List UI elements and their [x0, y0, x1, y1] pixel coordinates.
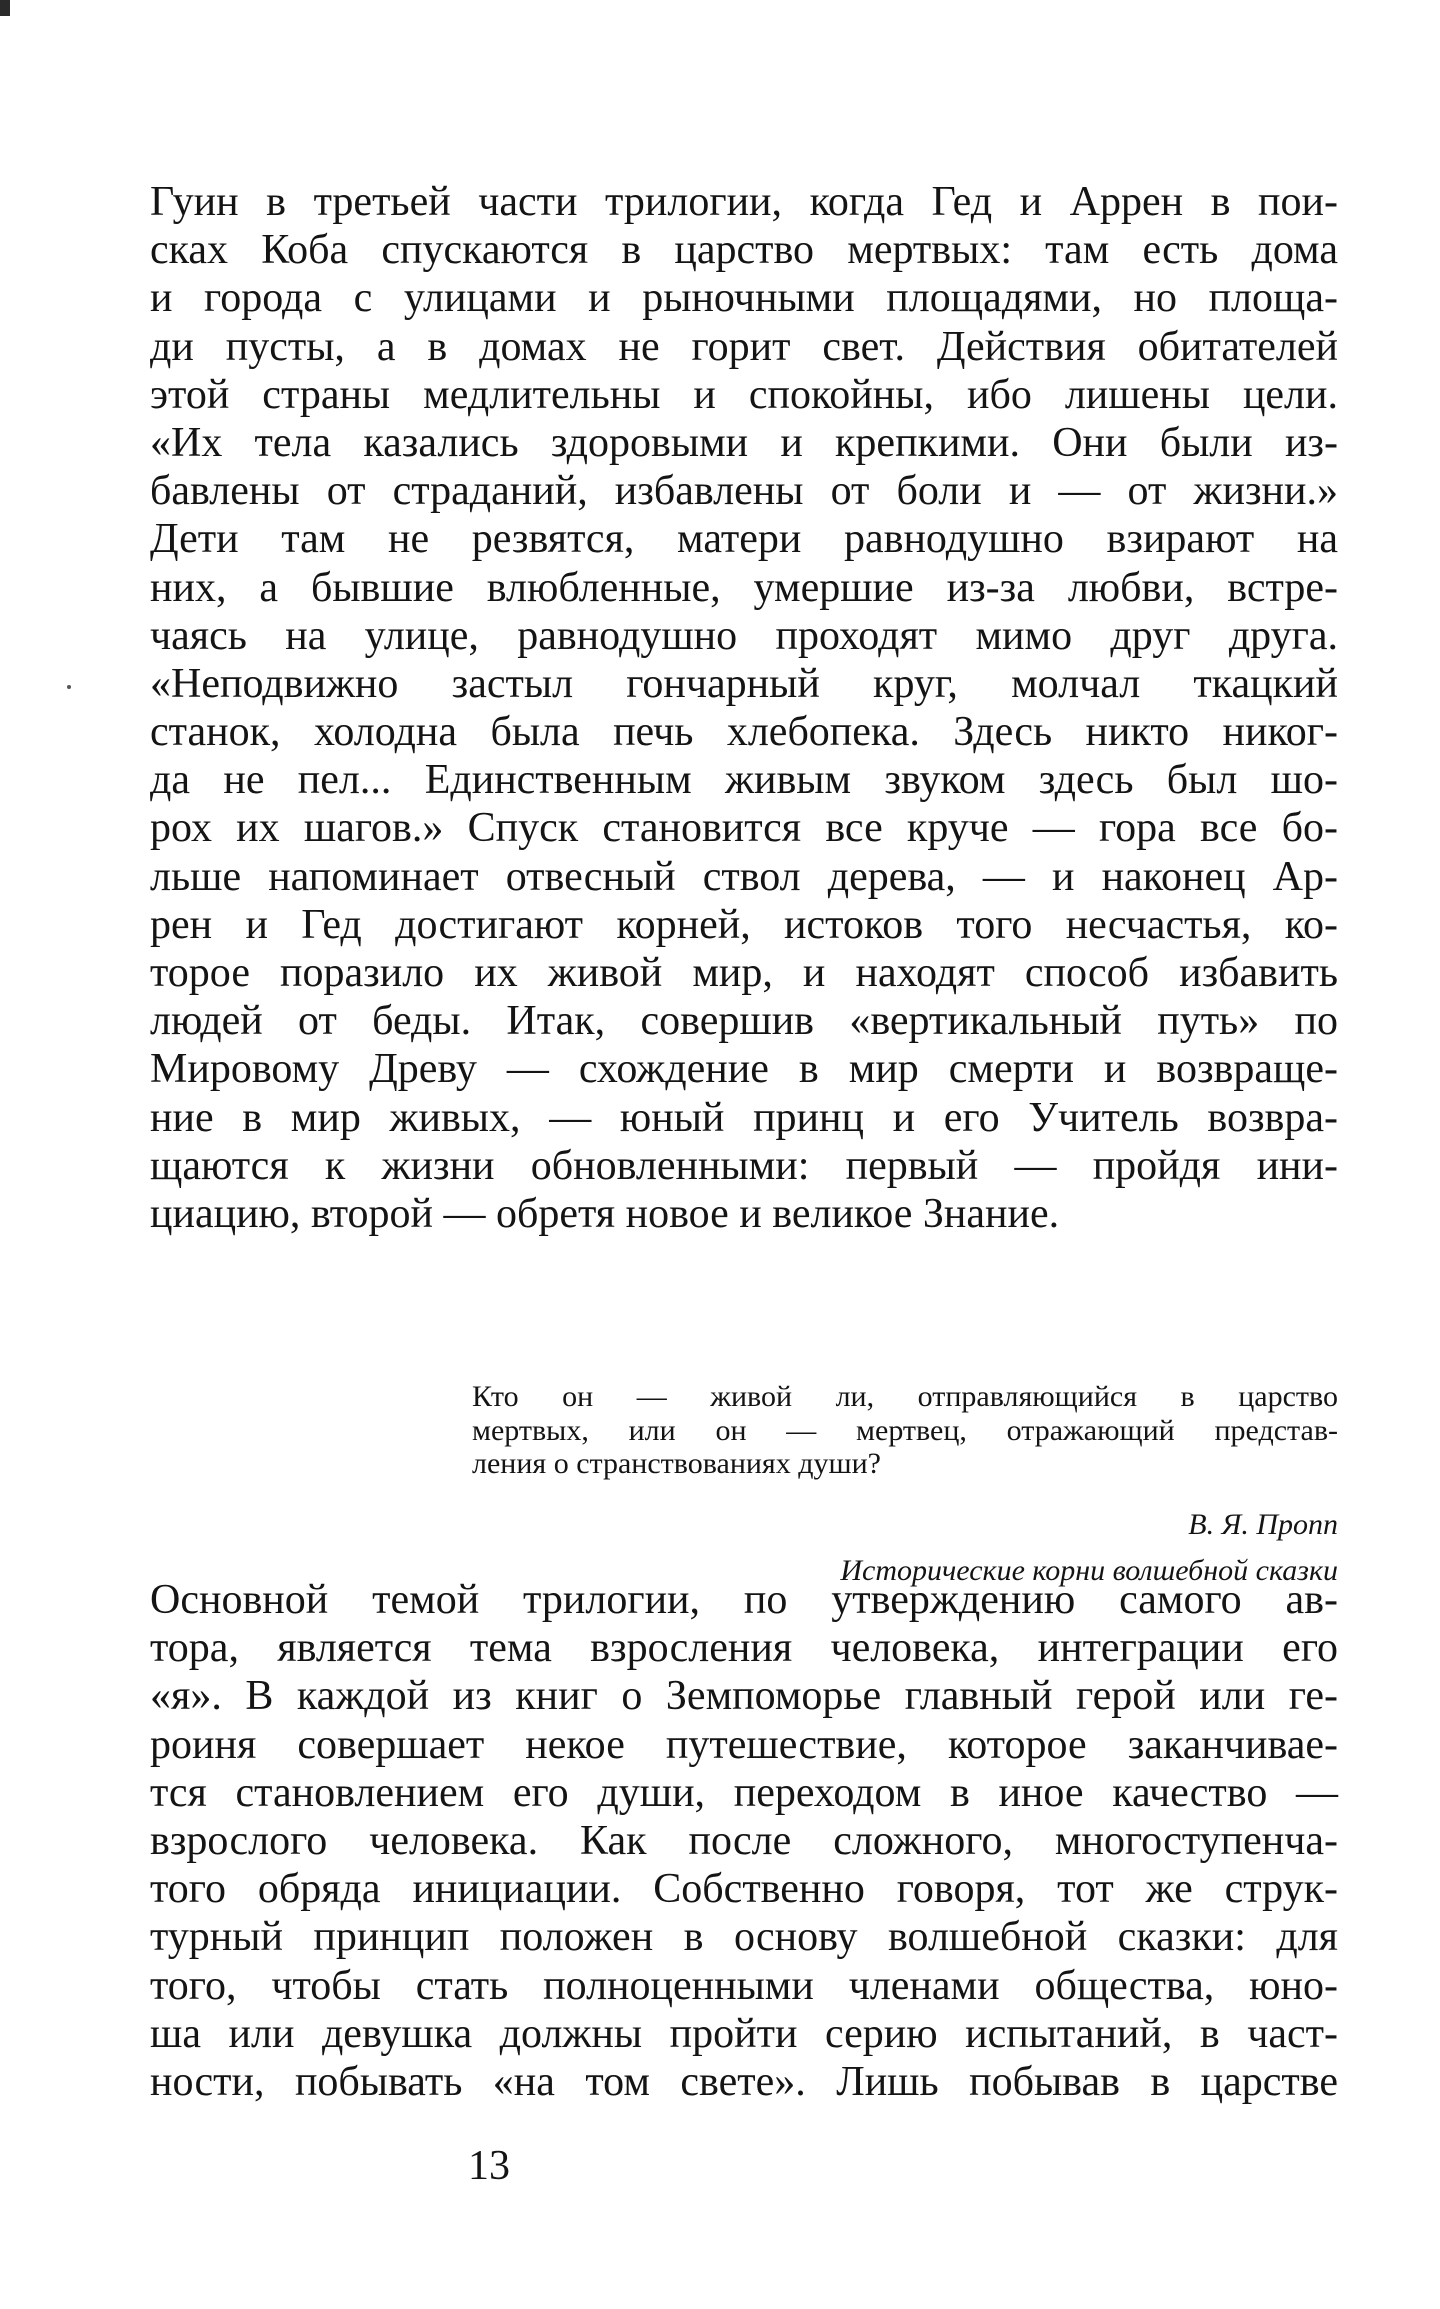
text-line: циацию, второй — обретя новое и великое Знание. — [150, 1190, 1060, 1237]
text-line: Мировому Древу — схождение в мир смерти и возвраще- — [150, 1046, 1338, 1093]
text-line: роиня совершает некое путешествие, которое заканчивае- — [150, 1721, 1338, 1768]
text-line: них, а бывшие влюбленные, умершие из-за любви, встре- — [150, 564, 1338, 611]
text-line: станок, холодна была печь хлебопека. Здесь никто никог- — [150, 709, 1338, 756]
text-line: рох их шагов.» Спуск становится все круче — гора все бо- — [150, 805, 1338, 852]
epigraph — [472, 1380, 1338, 1589]
epigraph-line: Кто он — живой ли, отправляющийся в царство — [472, 1380, 1338, 1413]
text-line: рен и Гед достигают корней, истоков того несчастья, ко- — [150, 901, 1338, 948]
text-line: сках Коба спускаются в царство мертвых: там есть дома — [150, 227, 1338, 274]
text-line: того, чтобы стать полноценными членами общества, юно- — [150, 1962, 1338, 2009]
text-line: ние в мир живых, — юный принц и его Учитель возвра- — [150, 1094, 1338, 1141]
text-line: тся становлением его души, переходом в иное качество — — [150, 1769, 1338, 1816]
text-line: Основной темой трилогии, по утверждению самого ав- — [150, 1577, 1338, 1623]
epigraph-author: В. Я. Пропп — [1188, 1507, 1338, 1541]
epigraph-line: мертвых, или он — мертвец, отражающий представ- — [472, 1413, 1338, 1447]
text-line: Дети там не резвятся, матери равнодушно взирают на — [150, 516, 1338, 563]
text-line: да не пел... Единственным живым звуком здесь был шо- — [150, 757, 1338, 804]
epigraph-source: Исторические корни волшебной сказки — [840, 1553, 1338, 1587]
text-line: ша или девушка должны пройти серию испытаний, в част- — [150, 2010, 1338, 2057]
page-number: 13 — [468, 2143, 510, 2189]
text-line: бавлены от страданий, избавлены от боли и — от жизни.» — [150, 468, 1338, 515]
text-line: людей от беды. Итак, совершив «вертикальный путь» по — [150, 998, 1338, 1045]
paragraph-1 — [150, 178, 1338, 1238]
epigraph-line: ления о странствованиях души? — [472, 1447, 881, 1480]
text-line: торое поразило их живой мир, и находят способ избавить — [150, 950, 1338, 996]
text-line: щаются к жизни обновленными: первый — пройдя ини- — [150, 1142, 1338, 1189]
text-line: того обряда инициации. Собственно говоря, тот же струк- — [150, 1866, 1338, 1913]
text-line: чаясь на улице, равнодушно проходят мимо друг друга. — [150, 612, 1338, 659]
paragraph-2 — [150, 1576, 1338, 2106]
text-line: и города с улицами и рыночными площадями, но площа- — [150, 275, 1338, 322]
text-line: тора, является тема взросления человека, интеграции его — [150, 1625, 1338, 1672]
text-line: льше напоминает отвесный ствол дерева, — и наконец Ар- — [150, 853, 1338, 900]
text-line: ди пусты, а в домах не горит свет. Действия обитателей — [150, 323, 1338, 370]
text-line: «Их тела казались здоровыми и крепкими. Они были из- — [150, 419, 1338, 466]
text-line: этой страны медлительны и спокойны, ибо лишены цели. — [150, 371, 1338, 418]
text-line: «я». В каждой из книг о Земпоморье главный герой или ге- — [150, 1673, 1338, 1720]
margin-speck — [67, 685, 71, 689]
text-line: взрослого человека. Как после сложного, многоступенча- — [150, 1817, 1338, 1864]
scan-corner-mark — [0, 0, 10, 16]
text-line: Гуин в третьей части трилогии, когда Гед и Аррен в пои- — [150, 179, 1338, 225]
text-line: ности, побывать «на том свете». Лишь побывав в царстве — [150, 2058, 1338, 2105]
text-line: «Неподвижно застыл гончарный круг, молчал ткацкий — [150, 660, 1338, 707]
text-line: турный принцип положен в основу волшебной сказки: для — [150, 1914, 1338, 1961]
